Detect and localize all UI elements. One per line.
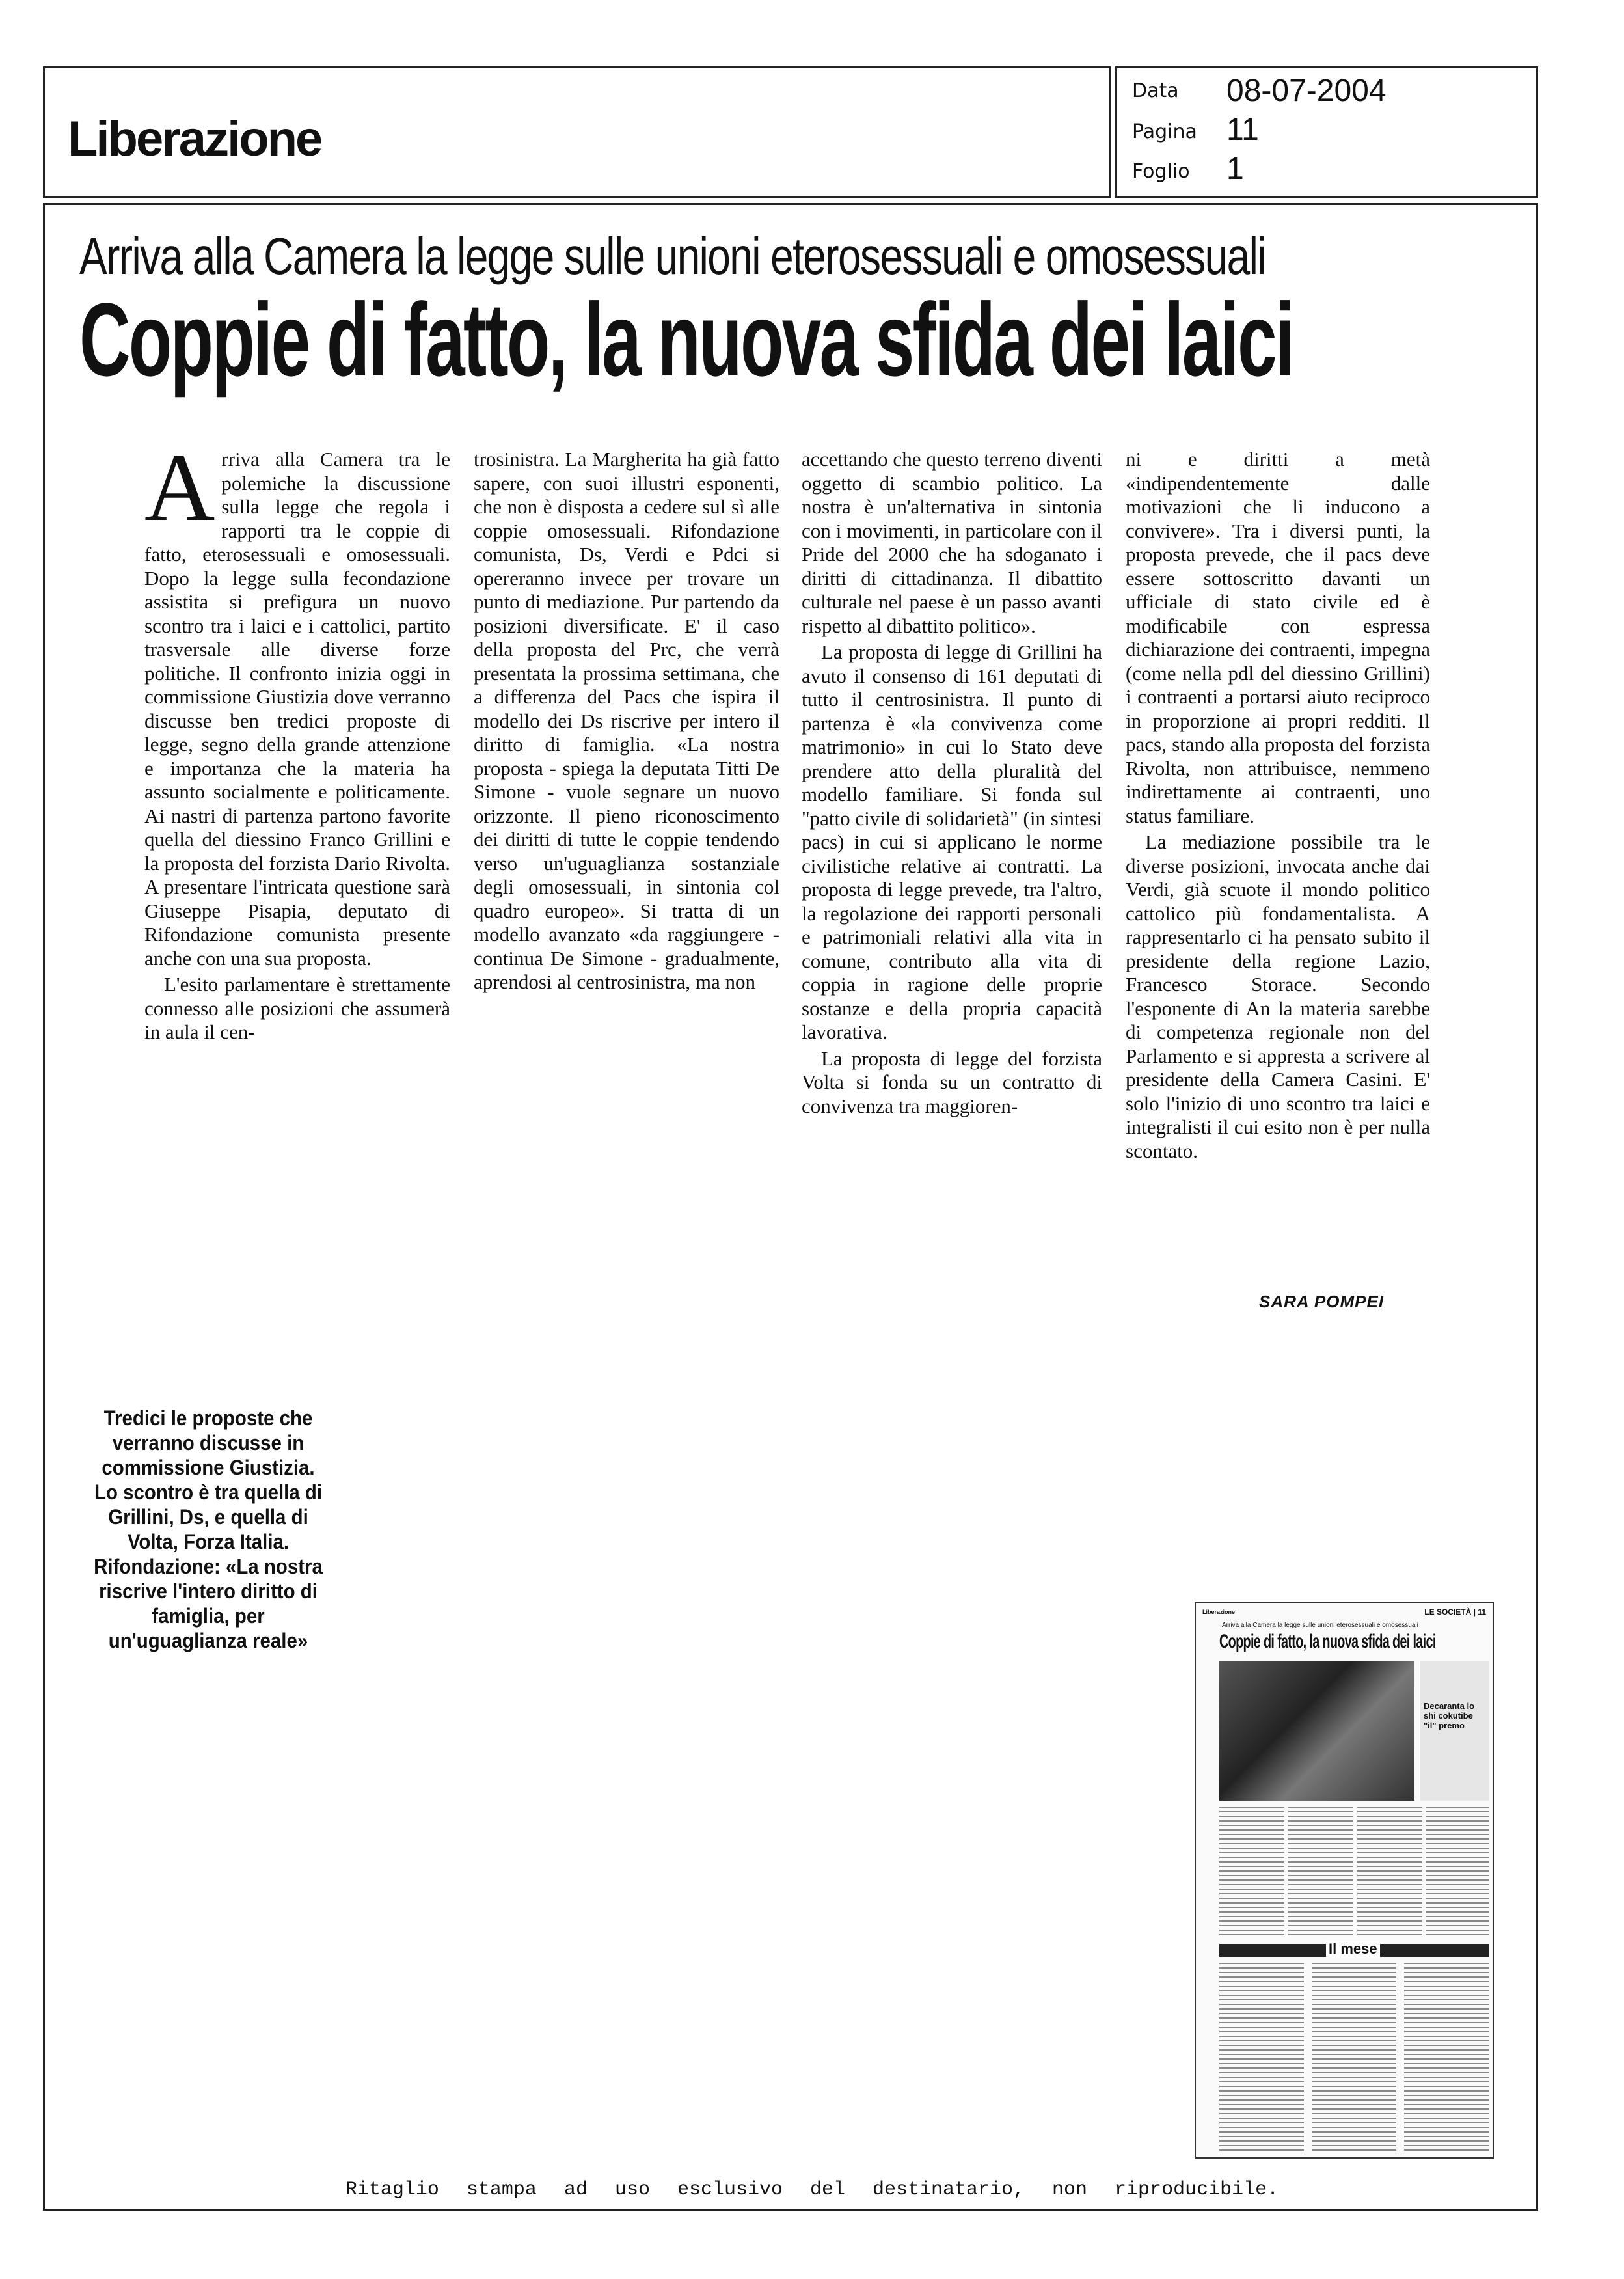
thumbnail-section: LE SOCIETÀ | 11	[1424, 1607, 1486, 1617]
col3-paragraph-3: La proposta di legge del forzista Volta si fonda su un contratto di convivenza tra maggioren-	[802, 1046, 1102, 1117]
thumbnail-sidebar-text: Decaranta lo shi cokutibe "il" premo	[1424, 1701, 1475, 1730]
col1-paragraph-2: L'esito parlamentare è strettamente connesso alle posizioni che assumerà in aula il cen-	[144, 973, 450, 1043]
thumbnail-photo	[1219, 1661, 1414, 1801]
article-column-2	[474, 448, 779, 997]
page-label: Pagina	[1132, 120, 1197, 143]
page-thumbnail	[1195, 1602, 1494, 2159]
sheet-value: 1	[1226, 152, 1244, 186]
article-headline: Coppie di fatto, la nuova sfida dei laici	[79, 281, 1293, 398]
article-kicker: Arriva alla Camera la legge sulle unioni eterosessuali e omosessuali	[79, 227, 1265, 285]
date-value: 08-07-2004	[1226, 74, 1387, 108]
thumbnail-box-title: Il mese	[1326, 1941, 1380, 1958]
col4-paragraph-1: ni e diritti a metà «indipendentemente dalle motivazioni che li inducono a convivere». Tra i diversi punti, la proposta prevede, che il pacs deve essere sottoscritto davanti un ufficiale di stato civile ed è modificabile con espressa dichiarazione dei contraenti, impegna (come nella pdl del diessino Grillini) i contraenti a portarsi aiuto reciproco in proporzione ai propri redditi. Il pacs, stando alla proposta del forzista Rivolta, non attribuisce, nemmeno indirettamente ai contraenti, uno status familiare.	[1126, 448, 1430, 827]
footer-disclaimer: Ritaglio stampa ad uso esclusivo del destinatario, non riproducibile.	[345, 2179, 1279, 2201]
thumbnail-text-column	[1219, 1963, 1304, 2151]
thumbnail-text-column	[1312, 1963, 1396, 2151]
col4-paragraph-2: La mediazione possibile tra le diverse posizioni, invocata anche dai Verdi, già scuote il mondo politico cattolico più fondamentalista. A rappresentarlo ci ha pensato subito il presidente della regione Lazio, Francesco Storace. Secondo l'esponente di An la materia sarebbe di competenza regionale non del Parlamento e si appresta a scrivere al presidente della Camera Casini. E' solo l'inizio di uno scontro tra laici e integralisti il cui esito non è per nulla scontato.	[1126, 830, 1430, 1162]
article-column-4	[1126, 448, 1430, 1166]
thumbnail-text-column	[1426, 1807, 1489, 1937]
thumbnail-text-column	[1219, 1807, 1284, 1937]
drop-cap: A	[144, 433, 215, 541]
thumbnail-text-column	[1357, 1807, 1422, 1937]
newspaper-logo: Liberazione	[68, 111, 321, 167]
col3-paragraph-1: accettando che questo terreno diventi oggetto di scambio politico. La nostra è un'alternativa in sintonia con i movimenti, in particolare con il Pride del 2000 che ha sdoganato i diritti di cittadinanza. Il dibattito culturale nel paese è un passo avanti rispetto al dibattito politico».	[802, 448, 1102, 637]
sheet-label: Foglio	[1132, 160, 1190, 183]
article-column-3	[802, 448, 1102, 1121]
col2-paragraph-1: trosinistra. La Margherita ha già fatto sapere, con suoi illustri esponenti, che non è disposta a cedere sul sì alle coppie omosessuali. Rifondazione comunista, Ds, Verdi e Pdci si opereranno invece per trovare un punto di mediazione. Pur partendo da posizioni diversificate. E' il caso della proposta del Prc, che verrà presentata la prossima settimana, che a differenza del Pacs che ispira il modello dei Ds riscrive per intero il diritto di famiglia. «La nostra proposta - spiega la deputata Titti De Simone - vuole segnare un nuovo orizzonte. Il pieno riconoscimento dei diritti di tutte le coppie tendendo verso un'uguaglianza sostanziale degli omosessuali, in sintonia col quadro europeo». Si tratta di un modello avanzato «da raggiungere - continua De Simone - gradualmente, aprendosi al centrosinistra, ma non	[474, 448, 779, 993]
thumbnail-masthead: Liberazione	[1202, 1609, 1236, 1615]
col1-paragraph-1: rriva alla Camera tra le polemiche la discussione sulla legge che regola i rapporti tra le coppie di fatto, eterosessuali e omosessuali. Dopo la legge sulla fecondazione assistita si prefigura un nuovo scontro tra i laici e i cattolici, partito trasversale alle diverse forze politiche. Il confronto inizia oggi in commissione Giustizia dove verranno discusse ben tredici proposte di legge, segno della grande attenzione e importanza che la materia ha assunto socialmente e politicamente. Ai nastri di partenza partono favorite quella del diessino Franco Grillini e la proposta del forzista Dario Rivolta. A presentare l'intricata questione sarà Giuseppe Pisapia, deputato di Rifondazione comunista presente anche con una sua proposta.	[144, 448, 450, 970]
pull-quote: Tredici le proposte che verranno discusse in commissione Giustizia. Lo scontro è tra quella di Grillini, Ds, e quella di Volta, Forza Italia. Rifondazione: «La nostra riscrive l'intero diritto di famiglia, per un'uguaglianza reale»	[94, 1406, 323, 1652]
page-value: 11	[1226, 113, 1259, 147]
article-column-1	[144, 433, 450, 1047]
thumbnail-text-column	[1288, 1807, 1353, 1937]
date-label: Data	[1132, 79, 1179, 102]
thumbnail-sidebar	[1420, 1661, 1489, 1801]
thumbnail-text-column	[1404, 1963, 1489, 2151]
author-byline: SARA POMPEI	[1259, 1292, 1385, 1311]
thumbnail-title: Coppie di fatto, la nuova sfida dei laici	[1219, 1631, 1436, 1652]
thumbnail-kicker: Arriva alla Camera la legge sulle unioni eterosessuali e omosessuali	[1222, 1622, 1418, 1629]
col3-paragraph-2: La proposta di legge di Grillini ha avuto il consenso di 161 deputati di tutto il centrosinistra. Il punto di partenza è «la convivenza come matrimonio» in cui lo Stato deve prendere atto della pluralità del modello familiare. Si fonda sul "patto civile di solidarietà" (in sintesi pacs) in cui si applicano le norme civilistiche relative ai contratti. La proposta di legge prevede, tra l'altro, la regolazione dei rapporti personali e patrimoniali relativi alla vita in comune, contributo alla vita di coppia in ragione delle proprie sostanze e della propria capacità lavorativa.	[802, 640, 1102, 1043]
